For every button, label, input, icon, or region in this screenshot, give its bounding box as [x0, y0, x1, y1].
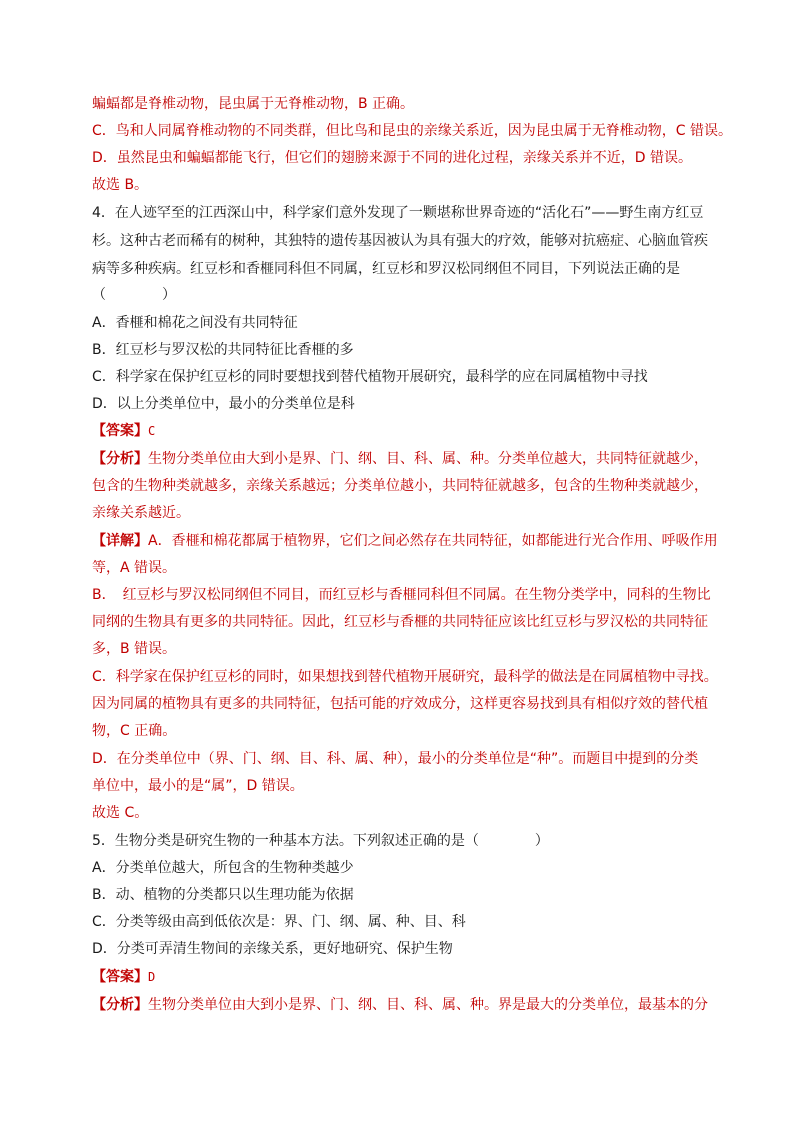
q5-answer — [92, 967, 734, 987]
prev-explanation-d: D．虽然昆虫和蝙蝠都能飞行，但它们的翅膀来源于不同的进化过程，亲缘关系并不近，D 错误。 — [92, 150, 693, 166]
q5-option-d: D．分类可弄清生物间的亲缘关系，更好地研究、保护生物 — [92, 941, 453, 957]
q4-stem-line-3: 病等多种疾病。红豆杉和香榧同科但不同属，红豆杉和罗汉松同纲但不同目，下列说法正确的是 — [92, 261, 680, 277]
prev-explanation-c: C．鸟和人同属脊椎动物的不同类群，但比鸟和昆虫的亲缘关系近，因为昆虫属于无脊椎动物，C 错误。 — [92, 123, 732, 139]
analysis-tag: 【分析】 — [92, 997, 148, 1013]
q4-detail-b-line-1: B． 红豆杉与罗汉松同纲但不同目，而红豆杉与香榧同科但不同属。在生物分类学中，同科的生物比 — [92, 587, 711, 603]
q4-option-b: B．红豆杉与罗汉松的共同特征比香榧的多 — [92, 342, 354, 358]
q4-detail-c-line-1: C．科学家在保护红豆杉的同时，如果想找到替代植物开展研究，最科学的做法是在同属植物中寻找。 — [92, 669, 718, 685]
q4-option-d: D．以上分类单位中，最小的分类单位是科 — [92, 396, 355, 412]
answer-value: D — [148, 970, 156, 984]
answer-value: C — [148, 424, 156, 438]
q4-analysis-line-1 — [92, 449, 734, 469]
q4-detail-d-line-2: 单位中，最小的是“属”，D 错误。 — [92, 778, 304, 794]
q4-option-a: A．香榧和棉花之间没有共同特征 — [92, 315, 298, 331]
q4-detail-c-line-3: 物，C 正确。 — [92, 723, 177, 739]
answer-tag: 【答案】 — [92, 969, 148, 985]
q5-analysis-line-1 — [92, 995, 734, 1015]
q4-detail-c-line-2: 因为同属的植物具有更多的共同特征，包括可能的疗效成分，这样更容易找到具有相似疗效的替代植 — [92, 696, 708, 712]
prev-conclusion: 故选 B。 — [92, 177, 149, 193]
detail-a-text: A．香榧和棉花都属于植物界，它们之间必然存在共同特征，如都能进行光合作用、呼吸作用 — [148, 533, 718, 549]
q5-option-a: A．分类单位越大，所包含的生物种类越少 — [92, 860, 354, 876]
analysis-text: 生物分类单位由大到小是界、门、纲、目、科、属、种。界是最大的分类单位，最基本的分 — [148, 997, 708, 1013]
q4-stem-line-2: 杉。这种古老而稀有的树种，其独特的遗传基因被认为具有强大的疗效，能够对抗癌症、心脑血管疾 — [92, 233, 708, 249]
q5-option-c: C．分类等级由高到低依次是：界、门、纲、属、种、目、科 — [92, 914, 466, 930]
q4-conclusion: 故选 C。 — [92, 805, 149, 821]
analysis-tag: 【分析】 — [92, 451, 148, 467]
analysis-text: 生物分类单位由大到小是界、门、纲、目、科、属、种。分类单位越大，共同特征就越少， — [148, 451, 708, 467]
q4-detail-a-line-2: 等，A 错误。 — [92, 560, 177, 576]
q4-option-c: C．科学家在保护红豆杉的同时要想找到替代植物开展研究，最科学的应在同属植物中寻找 — [92, 369, 648, 385]
q4-answer — [92, 421, 734, 441]
q4-detail-d-line-1: D．在分类单位中（界、门、纲、目、科、属、种），最小的分类单位是“种”。而题目中提到的分类 — [92, 751, 699, 767]
q4-detail-b-line-2: 同纲的生物具有更多的共同特征。因此，红豆杉与香榧的共同特征应该比红豆杉与罗汉松的共同特征 — [92, 614, 708, 630]
q5-option-b: B．动、植物的分类都只以生理功能为依据 — [92, 887, 354, 903]
answer-tag: 【答案】 — [92, 423, 148, 439]
q4-detail-b-line-3: 多，B 错误。 — [92, 641, 177, 657]
q4-analysis-line-3: 亲缘关系越近。 — [92, 505, 190, 521]
q4-stem-line-1: 4．在人迹罕至的江西深山中，科学家们意外发现了一颗堪称世界奇迹的“活化石”——野生南方红豆 — [92, 205, 704, 221]
q5-stem: 5．生物分类是研究生物的一种基本方法。下列叙述正确的是（ ） — [92, 833, 549, 849]
q4-analysis-line-2: 包含的生物种类就越多，亲缘关系越远；分类单位越小，共同特征就越多，包含的生物种类就越少， — [92, 478, 708, 494]
prev-explanation-b: 蝙蝠都是脊椎动物，昆虫属于无脊椎动物，B 正确。 — [92, 96, 415, 112]
q4-detail-a-line-1 — [92, 531, 734, 551]
q4-answer-blank: （ ） — [92, 287, 176, 303]
detail-tag: 【详解】 — [92, 533, 148, 549]
